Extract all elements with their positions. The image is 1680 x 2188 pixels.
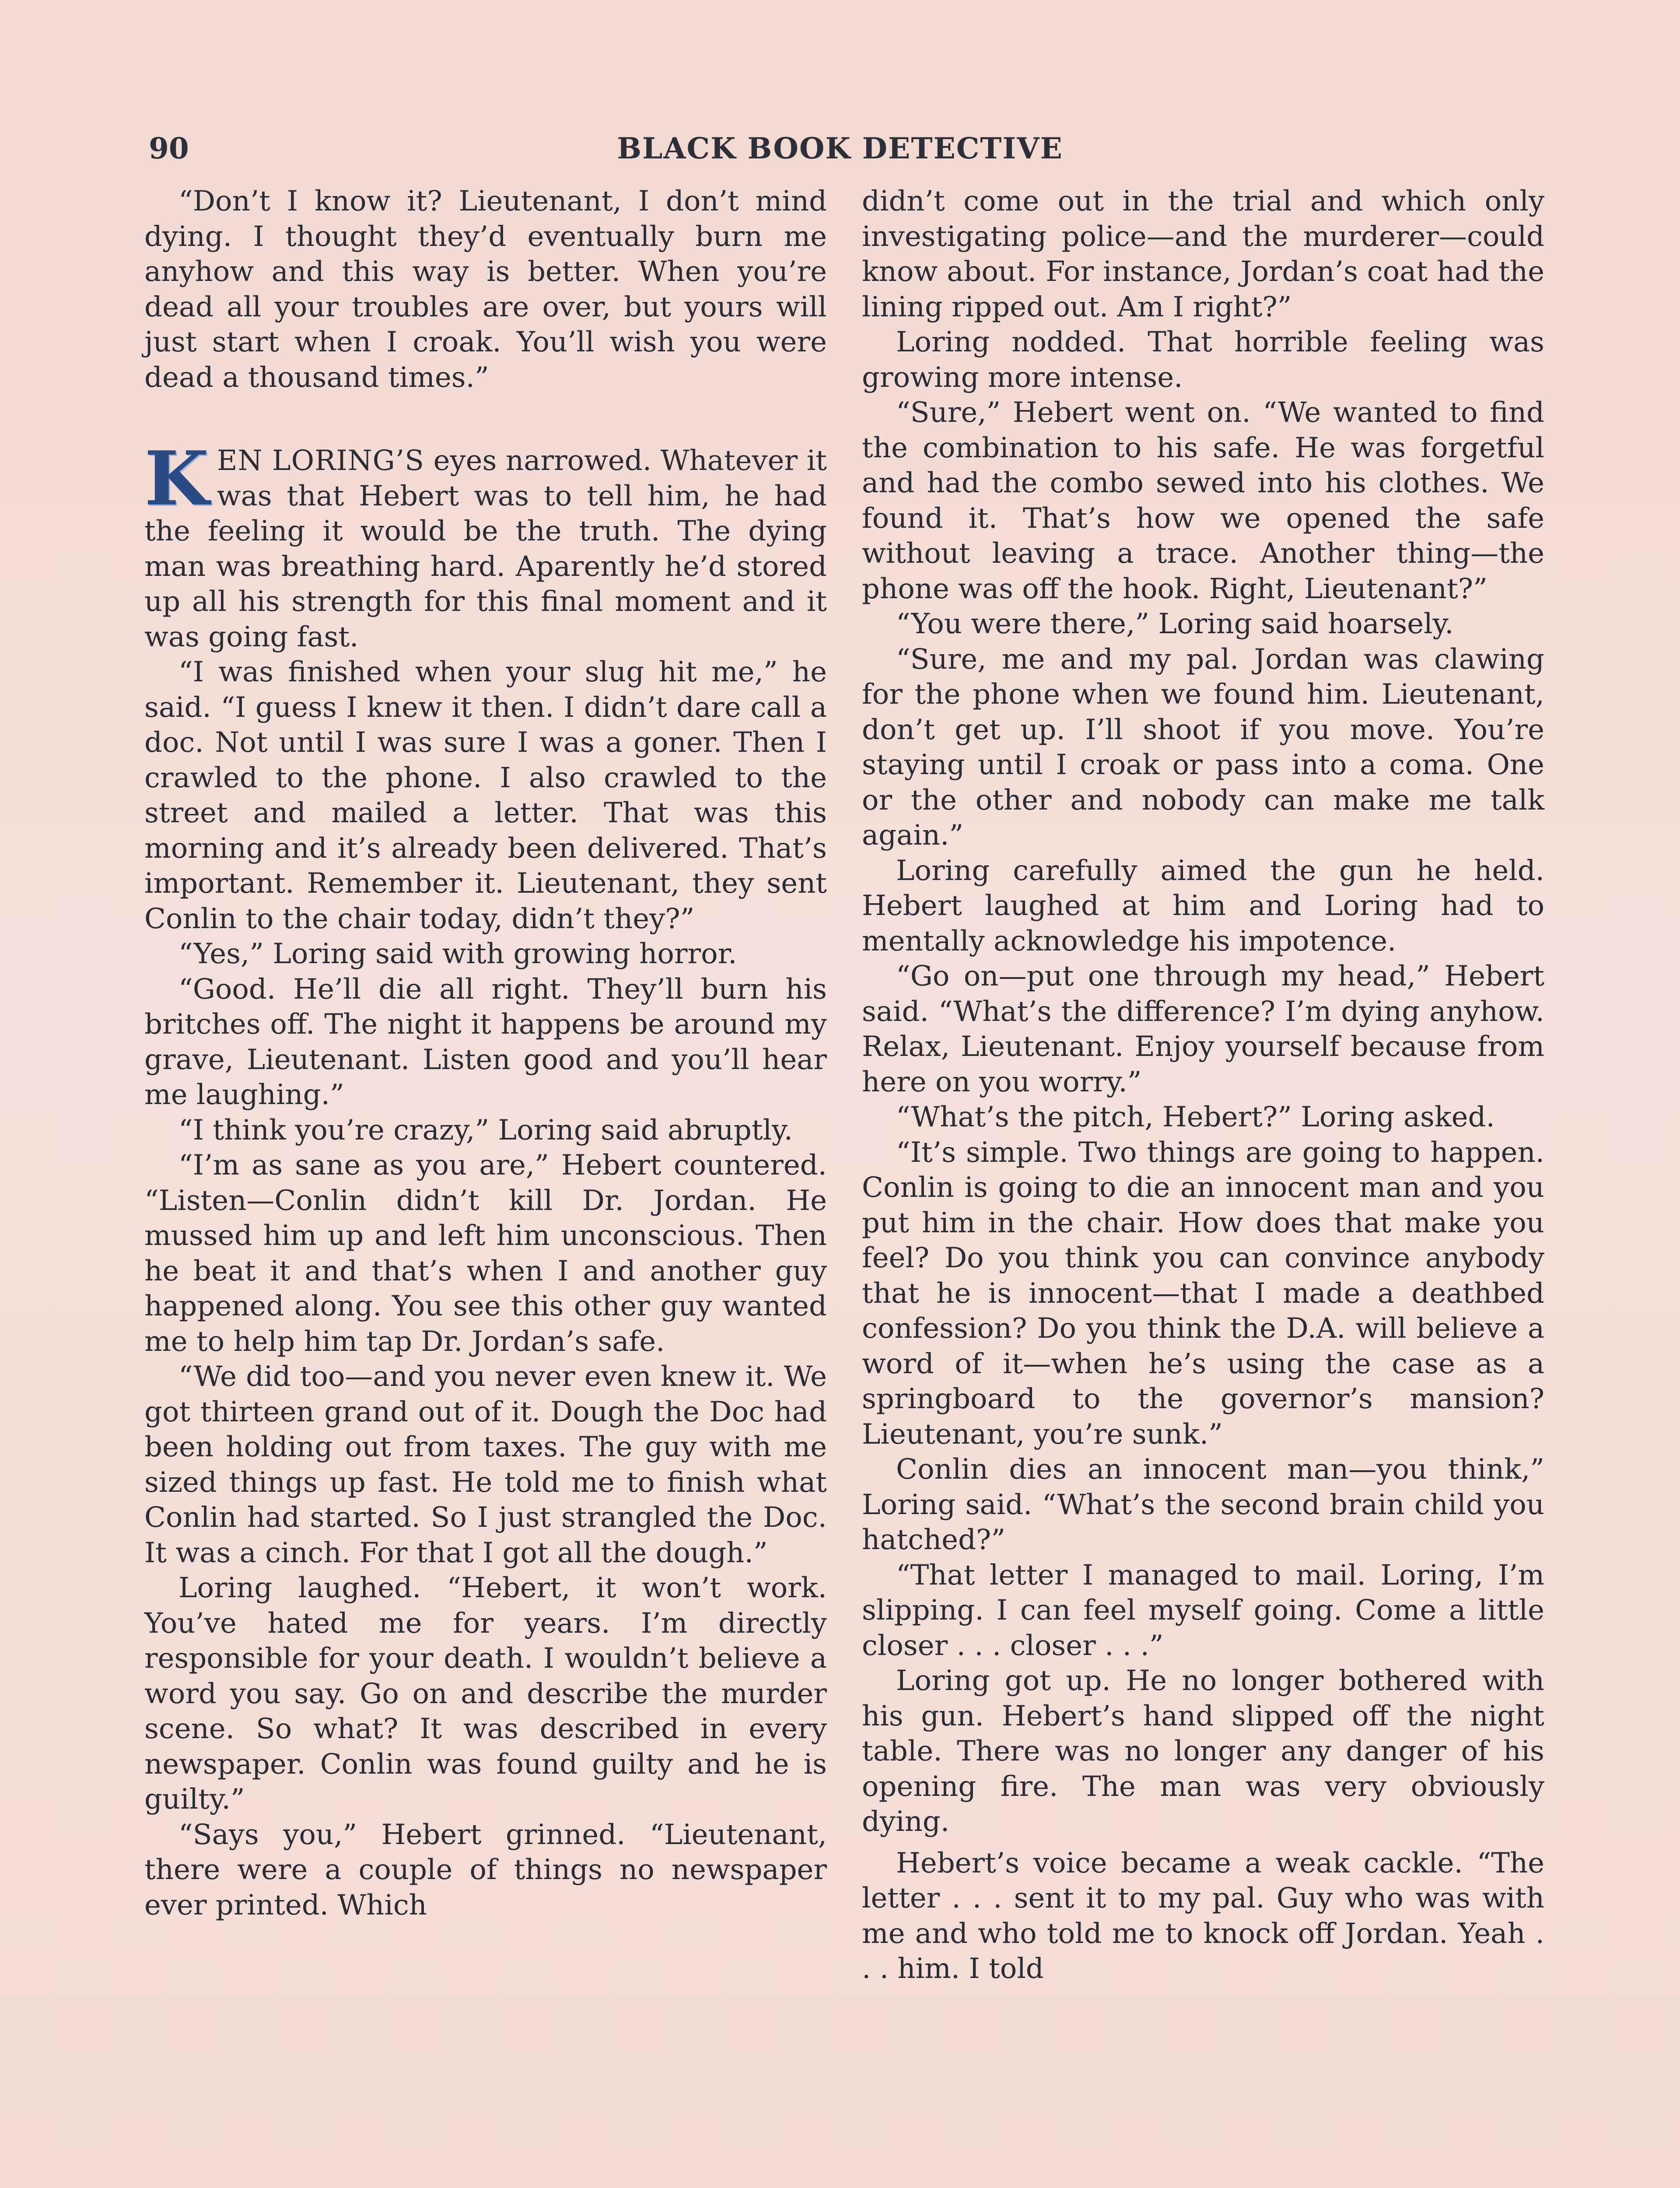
paragraph: Loring nodded. That horrible feeling was growing more intense. [862,326,1544,394]
right-column [862,184,1544,1987]
paragraph: Conlin dies an innocent man—you think,” Loring said. “What’s the second brain child you hatched?” [862,1453,1544,1556]
paragraph: “I was finished when your slug hit me,” he said. “I guess I knew it then. I didn’t dare call a doc. Not until I was sure I was a goner. Then I crawled to the phone. I also crawled to the street and mailed a letter. That was this morning and it’s already been delivered. That’s important. Remember it. Lieutenant, they sent Conlin to the chair today, didn’t they?” [144,656,827,935]
lead-in-text: EN LORING’S [217,445,424,477]
paragraph: Hebert’s voice became a weak cackle. “The letter . . . sent it to my pal. Guy who was with me and who told me to knock off Jordan. Yeah . . . him. I told [862,1847,1544,1985]
paragraph: “Sure,” Hebert went on. “We wanted to find the combination to his safe. He was forgetful and had the combo sewed into his clothes. We found it. That’s how we opened the safe without leaving a trace. Another thing—the phone was off the hook. Right, Lieutenant?” [862,396,1544,605]
paragraph: “We did too—and you never even knew it. We got thirteen grand out of it. Dough the Doc had been holding out from taxes. The guy with me sized things up fast. He told me to finish what Conlin had started. So I just strangled the Doc. It was a cinch. For that I got all the dough.” [144,1360,827,1569]
page-number: 90 [149,131,189,165]
paragraph: “It’s simple. Two things are going to happen. Conlin is going to die an innocent man and you put him in the chair. How does that make you feel? Do you think you can convince anybody that he is innocent—that I made a deathbed confession? Do you think the D.A. will believe a word of it—when he’s using the case as a springboard to the governor’s mansion? Lieutenant, you’re sunk.” [862,1136,1544,1451]
paragraph-continued: didn’t come out in the trial and which only investigating police—and the murderer—could know about. For instance, Jordan’s coat had the lining ripped out. Am I right?” [862,185,1544,323]
paragraph: Loring laughed. “Hebert, it won’t work. You’ve hated me for years. I’m directly responsible for your death. I wouldn’t believe a word you say. Go on and describe the murder scene. So what? It was described in every newspaper. Conlin was found guilty and he is guilty.” [144,1572,827,1816]
paragraph: “Yes,” Loring said with growing horror. [178,938,737,970]
paragraph: “What’s the pitch, Hebert?” Loring asked. [896,1101,1495,1133]
section-break [144,395,827,443]
page-header [149,131,1531,179]
paragraph: “Says you,” Hebert grinned. “Lieutenant, there were a couple of things no newspaper ever printed. Which [144,1818,827,1922]
paragraph-with-drop-cap [144,435,827,655]
magazine-title: BLACK BOOK DETECTIVE [617,131,1063,165]
paragraph: “Sure, me and my pal. Jordan was clawing for the phone when we found him. Lieutenant, don’t get up. I’ll shoot if you move. You’re staying until I croak or pass into a coma. One or the other and nobody can make me talk again.” [862,643,1544,852]
paragraph-text: eyes narrowed. Whatever it was that Hebert was to tell him, he had the feeling it would be the truth. The dying man was breathing hard. Aparently he’d stored up all his strength for this final moment and it was going fast. [144,445,827,653]
paragraph: “Good. He’ll die all right. They’ll burn his britches off. The night it happens be around my grave, Lieutenant. Listen good and you’ll hear me laughing.” [144,973,827,1111]
paragraph: “I think you’re crazy,” Loring said abruptly. [178,1114,793,1147]
left-column [144,184,827,1923]
paragraph: “That letter I managed to mail. Loring, I’m slipping. I can feel myself going. Come a little closer . . . closer . . .” [862,1559,1544,1662]
paragraph: “Go on—put one through my head,” Hebert said. “What’s the difference? I’m dying anyhow. Relax, Lieutenant. Enjoy yourself because from here on you worry.” [862,960,1544,1098]
paragraph: “I’m as sane as you are,” Hebert countered. “Listen—Conlin didn’t kill Dr. Jordan. He mussed him up and left him unconscious. Then he beat it and that’s when I and another guy happened along. You see this other guy wanted me to help him tap Dr. Jordan’s safe. [144,1149,827,1358]
drop-cap: K [144,435,209,522]
paragraph: “Don’t I know it? Lieutenant, I don’t mind dying. I thought they’d eventually burn me anyhow and this way is better. When you’re dead all your troubles are over, but yours will just start when I croak. You’ll wish you were dead a thousand times.” [144,185,827,394]
paragraph: Loring got up. He no longer bothered with his gun. Hebert’s hand slipped off the night table. There was no longer any danger of his opening fire. The man was very obviously dying. [862,1665,1544,1838]
paragraph: “You were there,” Loring said hoarsely. [896,608,1454,640]
paragraph-gap [862,1840,1544,1846]
paragraph: Loring carefully aimed the gun he held. Hebert laughed at him and Loring had to mentally acknowledge his impotence. [862,854,1544,957]
